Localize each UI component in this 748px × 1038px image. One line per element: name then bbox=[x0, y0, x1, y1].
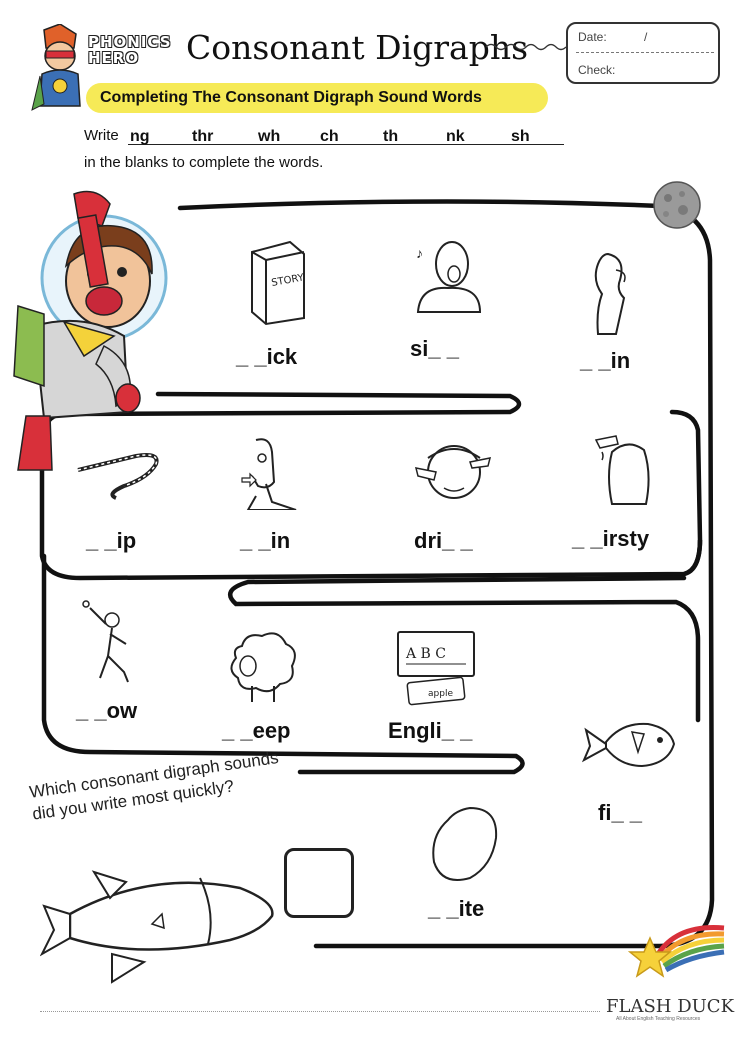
answer-box[interactable] bbox=[284, 848, 354, 918]
check-label: Check: bbox=[578, 63, 616, 77]
digraph-nk: nk bbox=[446, 128, 465, 145]
rainbow-star-icon bbox=[628, 918, 726, 982]
digraph-ch: ch bbox=[320, 128, 339, 145]
moon-icon bbox=[650, 180, 704, 230]
word-5: _ _in bbox=[240, 528, 291, 553]
throw-icon bbox=[80, 598, 140, 684]
digraph-wh: wh bbox=[258, 128, 281, 145]
rocket-icon bbox=[40, 858, 280, 988]
word-7: _ _irsty bbox=[572, 526, 650, 551]
word-4: _ _ip bbox=[86, 528, 137, 553]
digraph-thr: thr bbox=[192, 128, 214, 145]
svg-text:apple: apple bbox=[428, 689, 453, 699]
svg-text:♪: ♪ bbox=[416, 245, 423, 261]
singing-boy-icon bbox=[410, 234, 486, 316]
word-10: Engli_ _ bbox=[388, 718, 473, 743]
date-separator: / bbox=[644, 30, 648, 44]
digraph-ng: ng bbox=[130, 128, 150, 145]
sheep-icon bbox=[226, 626, 300, 704]
astronaut-boy-icon bbox=[4, 186, 174, 476]
chin-icon bbox=[586, 250, 632, 336]
svg-text:STORY: STORY bbox=[270, 272, 305, 289]
flashduck-logo: FLASH DUCK bbox=[606, 996, 735, 1017]
digraph-th: th bbox=[383, 128, 399, 145]
footer-line bbox=[40, 1011, 600, 1012]
english-board-icon bbox=[394, 628, 478, 708]
svg-text:A B C: A B C bbox=[406, 646, 447, 662]
brand-line1: PHONICS bbox=[88, 33, 172, 51]
flashduck-tagline: All About English Teaching Resources bbox=[616, 1016, 701, 1022]
word-3: _ _in bbox=[580, 348, 631, 373]
word-11: fi_ _ bbox=[598, 800, 643, 825]
whip-icon bbox=[76, 452, 162, 502]
white-egg-icon bbox=[430, 804, 502, 884]
page-title: Consonant Digraphs bbox=[186, 28, 529, 67]
brand-line2: HERO bbox=[88, 49, 140, 67]
drinking-boy-icon bbox=[414, 432, 492, 512]
word-8: _ _ow bbox=[76, 698, 138, 723]
reflection-question: Which consonant digraph sounds did you write most quickly? bbox=[28, 748, 280, 824]
story-book-icon bbox=[246, 240, 308, 326]
word-9: _ _eep bbox=[222, 718, 291, 743]
digraph-sh: sh bbox=[511, 128, 530, 145]
date-label: Date: bbox=[578, 30, 607, 44]
thin-face-icon bbox=[238, 436, 300, 510]
instruction-text: in the blanks to complete the words. bbox=[84, 154, 324, 171]
write-label: Write bbox=[84, 127, 119, 144]
subtitle: Completing The Consonant Digraph Sound Words bbox=[100, 89, 482, 106]
word-12: _ _ite bbox=[428, 896, 485, 921]
word-1: _ _ick bbox=[236, 344, 298, 369]
word-2: si_ _ bbox=[410, 336, 459, 361]
thirsty-girl-icon bbox=[594, 434, 660, 508]
fish-icon bbox=[582, 712, 680, 776]
word-6: dri_ _ bbox=[414, 528, 473, 553]
